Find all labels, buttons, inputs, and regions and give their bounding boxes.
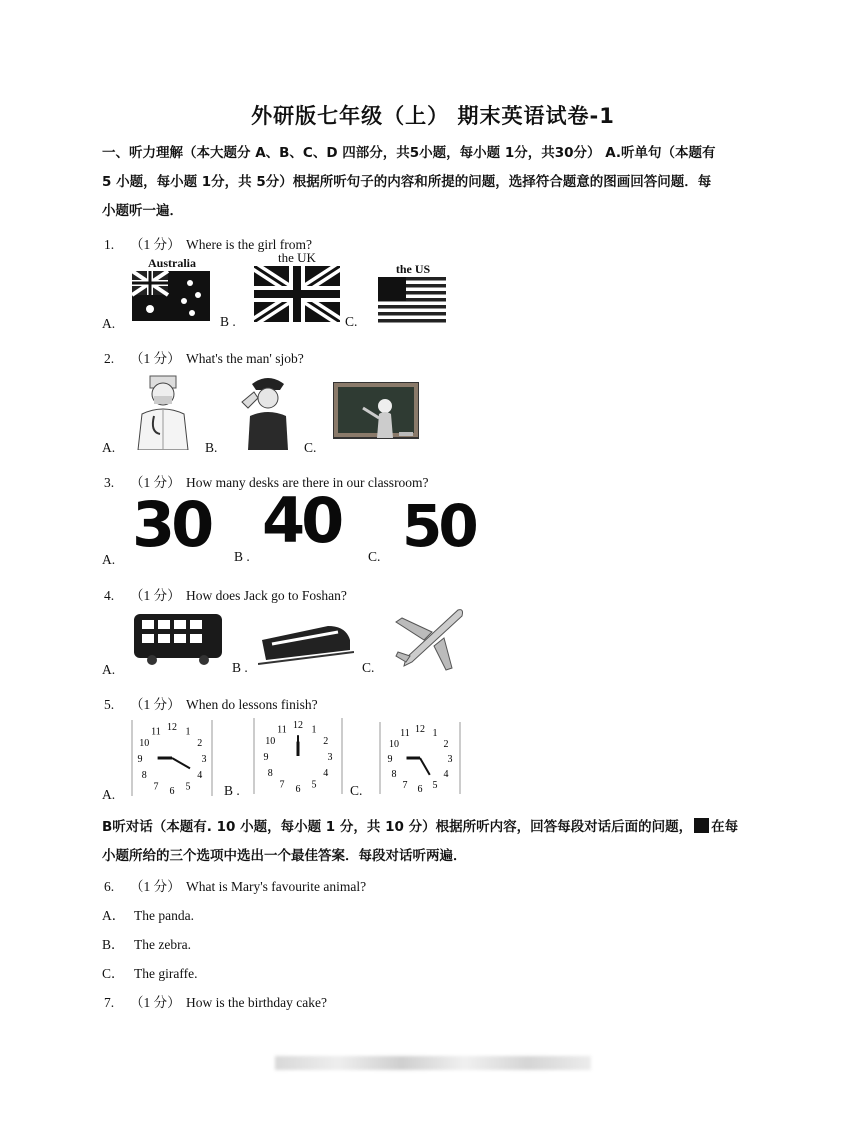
question-2 xyxy=(104,347,304,367)
clock-numeral: 10 xyxy=(389,739,400,750)
us-flag-icon xyxy=(378,277,446,323)
australia-flag-image xyxy=(132,256,212,326)
question-5 xyxy=(104,693,318,713)
intro-line-2: 5 小题，每小题 1分，共 5分）根据所听句子的内容和所提的问题，选择符合题意的图画回答问题．每 xyxy=(102,174,712,190)
blurred-footer-watermark xyxy=(275,1056,591,1070)
question-number: 4. xyxy=(104,588,115,603)
flag-caption: the US xyxy=(395,262,431,276)
intro-line-3: 小题听一遍． xyxy=(102,203,183,219)
clock-numeral: 4 xyxy=(443,769,449,780)
clock-numeral: 3 xyxy=(327,752,333,763)
question-text: When do lessons finish? xyxy=(186,697,318,712)
clock-numeral: 8 xyxy=(391,769,397,780)
question-number: 3. xyxy=(104,475,115,490)
question-number: 7. xyxy=(104,995,115,1010)
uk-flag-image xyxy=(254,250,340,324)
question-text: How is the birthday cake? xyxy=(186,995,327,1010)
section-b-line-1-end: 在每 xyxy=(711,819,739,835)
option-c[interactable]: C. xyxy=(304,440,317,455)
redaction-block xyxy=(694,818,709,833)
question-4 xyxy=(104,584,347,604)
question-number: 2. xyxy=(104,351,115,366)
question-number: 1. xyxy=(104,237,115,252)
question-score: （1 分） xyxy=(130,475,181,490)
clock-numeral: 7 xyxy=(153,781,159,793)
clock-numeral: 1 xyxy=(185,726,191,738)
option-text: The giraffe. xyxy=(134,966,198,981)
clock-numeral: 3 xyxy=(201,754,207,765)
option-c[interactable]: C. xyxy=(345,314,358,329)
clock-numeral: 5 xyxy=(432,779,438,791)
airplane-icon xyxy=(392,604,466,672)
clock-numeral: 2 xyxy=(197,738,203,749)
clock-numeral: 12 xyxy=(167,722,177,733)
question-score: （1 分） xyxy=(130,237,181,252)
minute-hand xyxy=(172,758,190,768)
number-fifty-image: 50 xyxy=(402,492,475,560)
question-number: 5. xyxy=(104,697,115,712)
clock-a-icon xyxy=(130,718,214,798)
clock-b-icon xyxy=(252,716,344,796)
clock-numeral: 8 xyxy=(267,768,273,779)
option-a[interactable]: A. xyxy=(102,662,116,677)
question-text: How many desks are there in our classroom? xyxy=(186,475,429,490)
clock-numeral: 12 xyxy=(293,720,303,731)
option-c[interactable]: C. xyxy=(368,549,381,564)
doctor-icon xyxy=(132,372,194,450)
clock-numeral: 6 xyxy=(417,784,423,795)
teacher-blackboard-icon xyxy=(333,382,419,442)
clock-numeral: 10 xyxy=(265,736,276,747)
option-a[interactable]: A. xyxy=(102,440,116,455)
section-b-instructions xyxy=(102,813,774,871)
question-score: （1 分） xyxy=(130,995,181,1010)
clock-numeral: 5 xyxy=(311,779,317,791)
clock-numeral: 6 xyxy=(295,784,301,795)
us-flag-image xyxy=(378,262,448,326)
option-a[interactable]: A. xyxy=(102,552,116,567)
question-7 xyxy=(104,991,327,1011)
clock-numeral: 7 xyxy=(279,779,285,791)
clock-numeral: 11 xyxy=(277,724,287,736)
flag-caption: Australia xyxy=(148,256,196,270)
option-letter: A． xyxy=(102,908,126,923)
clock-numeral: 9 xyxy=(263,752,269,763)
clock-numeral: 11 xyxy=(151,726,161,738)
question-6 xyxy=(104,875,366,895)
clock-numeral: 8 xyxy=(141,770,147,781)
clock-numeral: 5 xyxy=(185,781,191,793)
train-icon xyxy=(258,616,354,666)
option-letter: C． xyxy=(102,966,125,981)
australia-flag-icon xyxy=(132,271,210,321)
option-b[interactable]: B . xyxy=(234,549,250,564)
option-b[interactable]: B . xyxy=(220,314,236,329)
number-thirty-image: 30 xyxy=(132,488,211,561)
bus-icon xyxy=(132,610,224,666)
intro-line-1: 一、听力理解（本大题分 A、B、C、D 四部分，共5小题，每小题 1分，共30分） A.听单句（本题有 xyxy=(102,145,716,161)
question-score: （1 分） xyxy=(130,588,181,603)
clock-numeral: 7 xyxy=(402,779,408,791)
clock-numeral: 11 xyxy=(400,728,410,740)
number-forty-image: 40 xyxy=(262,484,341,557)
option-c[interactable]: C. xyxy=(362,660,375,675)
q6-option-c[interactable] xyxy=(102,962,197,982)
option-b[interactable]: B . xyxy=(232,660,248,675)
section-one-instructions xyxy=(102,139,774,226)
clock-numeral: 10 xyxy=(139,738,150,749)
clock-numeral: 2 xyxy=(443,739,449,750)
flag-caption: the UK xyxy=(278,250,316,265)
section-b-line-2: 小题所给的三个选项中选出一个最佳答案．每段对话听两遍． xyxy=(102,848,467,864)
question-text: How does Jack go to Foshan? xyxy=(186,588,347,603)
question-text: What is Mary's favourite animal? xyxy=(186,879,367,894)
question-score: （1 分） xyxy=(130,879,181,894)
question-score: （1 分） xyxy=(130,697,181,712)
clock-numeral: 6 xyxy=(169,786,175,797)
page-title: 外研版七年级（上） 期末英语试卷-1 xyxy=(251,104,615,128)
clock-c-icon xyxy=(378,720,462,796)
clock-numeral: 2 xyxy=(323,736,329,747)
clock-numeral: 1 xyxy=(311,724,317,736)
question-text: What's the man' sjob? xyxy=(186,351,304,366)
uk-flag-icon xyxy=(254,266,340,322)
clock-numeral: 4 xyxy=(197,770,203,781)
clock-numeral: 9 xyxy=(137,754,143,765)
section-b-line-1 xyxy=(102,813,774,842)
clock-numeral: 12 xyxy=(415,724,425,735)
question-number: 6. xyxy=(104,879,115,894)
clock-numeral: 4 xyxy=(323,768,329,779)
clock-numeral: 9 xyxy=(387,754,393,765)
clock-numeral: 1 xyxy=(432,728,438,740)
clock-numeral: 3 xyxy=(447,754,453,765)
option-c[interactable]: C. xyxy=(350,783,363,798)
question-text: Where is the girl from? xyxy=(186,237,312,252)
option-b[interactable]: B . xyxy=(224,783,240,798)
option-a[interactable]: A. xyxy=(102,316,116,331)
question-score: （1 分） xyxy=(130,351,181,366)
q6-option-b[interactable] xyxy=(102,933,191,953)
police-officer-icon xyxy=(236,372,298,450)
minute-hand xyxy=(420,758,430,775)
option-a[interactable]: A. xyxy=(102,787,116,802)
option-text: The panda. xyxy=(134,908,194,923)
option-letter: B． xyxy=(102,937,125,952)
section-b-line-1-text: B听对话（本题有. 10 小题，每小题 1 分，共 10 分）根据所听内容，回答每段对话后面的问题， xyxy=(102,819,693,835)
option-text: The zebra. xyxy=(134,937,191,952)
option-b[interactable]: B. xyxy=(205,440,218,455)
q6-option-a[interactable] xyxy=(102,904,194,924)
